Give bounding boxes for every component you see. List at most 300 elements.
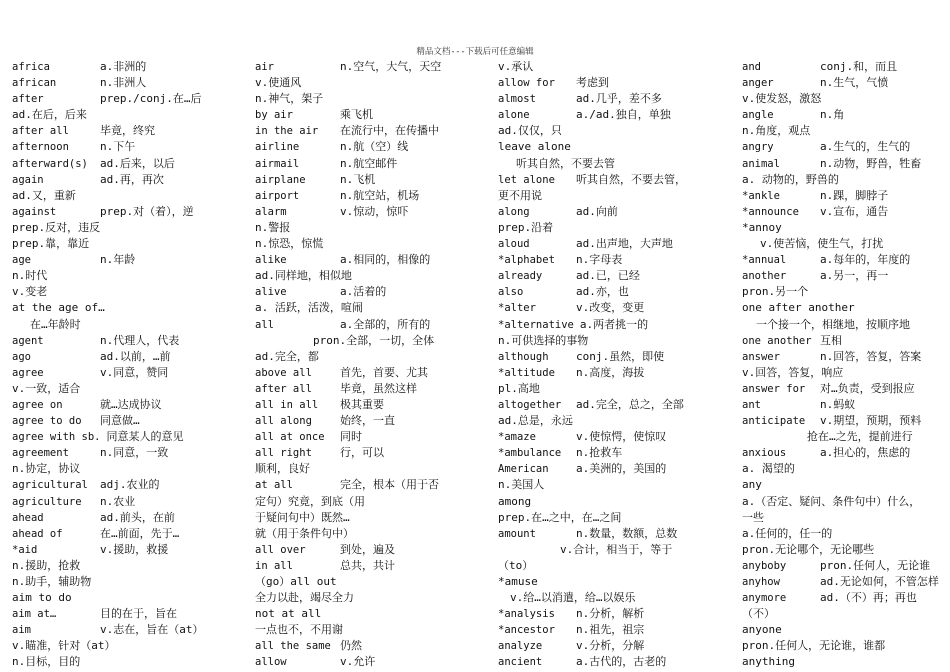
entry-definition: n.分析，解析 xyxy=(576,607,645,621)
entry-term: analyze xyxy=(498,640,543,653)
vocab-entry-row xyxy=(12,204,248,220)
entry-definition: a./ad.独自，单独 xyxy=(576,108,671,122)
vocab-entry-row xyxy=(255,606,491,622)
vocab-entry-row xyxy=(498,220,736,236)
vocab-entry-row xyxy=(498,542,736,558)
vocab-entry-row xyxy=(742,365,946,381)
vocab-entry-row xyxy=(498,365,736,381)
vocab-entry-row xyxy=(255,317,491,333)
vocab-entry-row xyxy=(255,139,491,155)
vocab-entry-row xyxy=(742,542,946,558)
entry-term: alarm xyxy=(255,205,287,218)
vocab-entry-row xyxy=(255,220,491,236)
entry-term: ahead of xyxy=(12,527,63,540)
vocab-entry-row xyxy=(498,139,736,155)
entry-term: let alone xyxy=(498,173,555,186)
entry-definition: a.另一，再一 xyxy=(820,269,889,283)
entry-line: prep.在…之中，在…之间 xyxy=(498,510,622,524)
entry-definition: 总共，共计 xyxy=(340,558,395,572)
entry-line: at the age of… xyxy=(12,301,105,315)
vocab-entry-row xyxy=(742,494,946,510)
vocab-entry-row xyxy=(498,59,736,75)
vocab-entry-row xyxy=(498,252,736,268)
entry-definition: ad.向前 xyxy=(576,204,618,218)
entry-definition: n.蚂蚁 xyxy=(820,397,856,411)
entry-term: african xyxy=(12,77,57,90)
vocab-entry-row xyxy=(498,317,736,333)
entry-term: anyhow xyxy=(742,576,780,588)
vocab-entry-row xyxy=(255,75,491,91)
entry-term: in all xyxy=(255,559,293,572)
entry-term: all along xyxy=(255,415,312,428)
entry-line: anything xyxy=(742,655,795,669)
entry-term: airport xyxy=(255,189,300,202)
vocab-entry-row xyxy=(498,590,736,606)
vocab-entry-row xyxy=(742,510,946,526)
vocab-column-2 xyxy=(255,59,491,671)
vocab-entry-row xyxy=(255,172,491,188)
entry-definition: v.分析，分解 xyxy=(576,639,645,653)
vocab-entry-row xyxy=(12,156,248,172)
entry-term: *alphabet xyxy=(498,254,555,267)
entry-line: not at all xyxy=(255,607,322,621)
vocab-entry-row xyxy=(742,574,946,590)
entry-line: n.援助，抢救 xyxy=(12,558,81,572)
vocab-entry-row xyxy=(12,590,248,606)
vocab-entry-row xyxy=(498,156,736,172)
vocab-entry-row xyxy=(498,461,736,477)
entry-term: *aid xyxy=(12,543,38,556)
entry-term: alone xyxy=(498,109,530,122)
entry-definition: 在流行中，在传播中 xyxy=(340,124,439,138)
entry-term: ago xyxy=(12,350,31,363)
entry-line: v.使通风 xyxy=(255,76,302,90)
entry-term: angle xyxy=(742,109,774,122)
entry-term: *ancestor xyxy=(498,624,555,637)
entry-line: pron.任何人，无论谁，谁都 xyxy=(742,639,886,653)
vocab-entry-row xyxy=(498,333,736,349)
entry-line: *annoy xyxy=(742,220,782,234)
vocab-entry-row xyxy=(742,317,946,333)
vocab-entry-row xyxy=(255,59,491,75)
vocab-entry-row xyxy=(12,542,248,558)
entry-term: anyboby xyxy=(742,559,787,572)
entry-line: n.助手，辅助物 xyxy=(12,575,92,588)
entry-definition: a.古代的，古老的 xyxy=(576,655,667,669)
vocab-entry-row xyxy=(12,445,248,461)
vocab-entry-row xyxy=(742,397,946,413)
entry-definition: ad.再，再次 xyxy=(100,172,164,186)
vocab-entry-row xyxy=(12,300,248,316)
entry-definition: ad.出声地，大声地 xyxy=(576,237,673,251)
entry-term: all right xyxy=(255,447,312,460)
entry-definition: v.期望，预期，预料 xyxy=(820,414,922,428)
entry-term: against xyxy=(12,205,57,218)
vocab-entry-row xyxy=(12,349,248,365)
vocab-entry-row xyxy=(742,590,946,606)
entry-definition: 毕竟，虽然这样 xyxy=(340,381,417,395)
entry-line: a. 活跃，活泼，喧闹 xyxy=(255,301,363,315)
vocab-entry-row xyxy=(255,574,491,590)
vocab-entry-row xyxy=(255,461,491,477)
entry-definition: 乘飞机 xyxy=(340,108,373,122)
vocab-entry-row xyxy=(255,156,491,172)
entry-term: answer xyxy=(742,350,780,363)
entry-term: *ankle xyxy=(742,189,780,202)
entry-definition: conj.和，而且 xyxy=(820,60,898,73)
vocab-entry-row xyxy=(12,91,248,107)
vocab-entry-row xyxy=(255,397,491,413)
entry-term: all in all xyxy=(255,398,319,411)
entry-line: v.一致，适合 xyxy=(12,381,81,395)
entry-term: agreement xyxy=(12,447,69,460)
vocab-entry-row xyxy=(742,654,946,670)
entry-line: 听其自然，不要去管 xyxy=(516,156,615,170)
vocab-entry-row xyxy=(498,558,736,574)
entry-term: aim at… xyxy=(12,608,57,621)
vocab-entry-row xyxy=(498,123,736,139)
vocab-entry-row xyxy=(255,284,491,300)
vocab-entry-row xyxy=(255,91,491,107)
vocab-entry-row xyxy=(255,413,491,429)
entry-definition: v.使惊愕，使惊叹 xyxy=(576,430,667,444)
entry-term: already xyxy=(498,270,543,283)
vocab-entry-row xyxy=(742,123,946,139)
vocab-entry-row xyxy=(12,654,248,670)
entry-line: n.可供选择的事物 xyxy=(498,333,589,347)
vocab-entry-row xyxy=(742,107,946,123)
vocab-entry-row xyxy=(12,510,248,526)
entry-definition: 到处，遍及 xyxy=(340,542,395,556)
entry-line: 在…年龄时 xyxy=(30,317,81,331)
entry-term: afternoon xyxy=(12,141,69,154)
entry-line: ad.完全，都 xyxy=(255,349,319,363)
entry-line: prep.靠，靠近 xyxy=(12,237,90,251)
entry-line: n.美国人 xyxy=(498,478,545,492)
entry-term: airmail xyxy=(255,157,300,170)
vocab-entry-row xyxy=(12,397,248,413)
vocab-entry-row xyxy=(255,333,491,349)
vocab-entry-row xyxy=(742,461,946,477)
vocab-entry-row xyxy=(498,381,736,397)
entry-line: n.协定，协议 xyxy=(12,462,81,476)
vocab-entry-row xyxy=(742,333,946,349)
entry-line: prep.反对，违反 xyxy=(12,220,101,234)
entry-definition: a.生气的，生气的 xyxy=(820,140,911,154)
entry-term: at all xyxy=(255,479,293,492)
entry-line: anyone xyxy=(742,623,782,637)
entry-definition: a.相同的，相像的 xyxy=(340,253,431,267)
entry-definition: v.同意，赞同 xyxy=(100,365,169,379)
entry-line: any xyxy=(742,478,762,492)
entry-line: 就（用于条件句中） xyxy=(255,526,354,540)
entry-definition: v.援助，救援 xyxy=(100,542,169,556)
vocab-entry-row xyxy=(12,236,248,252)
entry-term: altogether xyxy=(498,398,562,411)
entry-definition: 首先，首要、尤其 xyxy=(340,365,428,379)
vocab-entry-row xyxy=(12,107,248,123)
vocab-entry-row xyxy=(255,381,491,397)
entry-term: ahead xyxy=(12,511,44,524)
entry-line: （go）all out xyxy=(255,575,337,588)
vocab-entry-row xyxy=(12,429,248,445)
vocab-entry-row xyxy=(498,574,736,590)
entry-definition: v.志在，旨在（at） xyxy=(100,623,204,637)
vocab-entry-row xyxy=(255,638,491,654)
entry-term: *amaze xyxy=(498,431,536,444)
entry-line: a. 渴望的 xyxy=(742,462,795,476)
vocab-entry-row xyxy=(742,156,946,172)
entry-definition: n.空气，大气，天空 xyxy=(340,60,442,73)
vocab-column-4 xyxy=(742,59,946,671)
entry-definition: 极其重要 xyxy=(340,397,384,411)
entry-definition: n.高度，海拔 xyxy=(576,365,645,379)
entry-definition: v.惊动，惊吓 xyxy=(340,204,409,218)
vocab-entry-row xyxy=(12,188,248,204)
vocab-entry-row xyxy=(742,558,946,574)
entry-line: 于疑问句中）既然… xyxy=(255,510,350,524)
vocab-entry-row xyxy=(742,526,946,542)
entry-definition: 毕竟，终究 xyxy=(100,124,155,138)
entry-line: v.瞄准，针对（at） xyxy=(12,639,116,653)
entry-line: 全力以赴，竭尽全力 xyxy=(255,591,354,605)
entry-definition: a.美洲的，美国的 xyxy=(576,462,667,476)
vocab-entry-row xyxy=(742,606,946,622)
entry-term: another xyxy=(742,270,787,283)
entry-term: answer for xyxy=(742,382,806,395)
vocab-entry-row xyxy=(12,268,248,284)
entry-line: ad.在后，后来 xyxy=(12,108,87,122)
vocab-entry-row xyxy=(498,284,736,300)
entry-definition: n.下午 xyxy=(100,140,136,154)
entry-term: after all xyxy=(12,125,69,138)
entry-term: *alter xyxy=(498,302,536,315)
entry-definition: n.同意，一致 xyxy=(100,446,169,460)
entry-line: ad.同样地，相似地 xyxy=(255,269,352,283)
vocab-column-1 xyxy=(12,59,248,671)
vocab-entry-row xyxy=(12,59,248,75)
vocab-entry-row xyxy=(742,204,946,220)
entry-line: leave alone xyxy=(498,140,571,154)
entry-line: one after another xyxy=(742,301,855,315)
entry-term: agree to do xyxy=(12,415,82,428)
entry-definition: prep.对（着），逆 xyxy=(100,204,194,218)
entry-definition: 就…达成协议 xyxy=(100,397,162,411)
vocab-entry-row xyxy=(498,526,736,542)
entry-definition: n.农业 xyxy=(100,494,136,508)
entry-definition: v.宣布，通告 xyxy=(820,204,889,218)
vocab-entry-row xyxy=(255,445,491,461)
entry-line: n.惊恐，惊慌 xyxy=(255,237,324,251)
entry-definition: n.踝，脚脖子 xyxy=(820,188,889,202)
vocab-column-3 xyxy=(498,59,736,671)
entry-term: agricultural xyxy=(12,479,88,492)
vocab-entry-row xyxy=(498,494,736,510)
entry-term: American xyxy=(498,463,549,476)
vocab-entry-row xyxy=(742,236,946,252)
vocab-entry-row xyxy=(255,558,491,574)
vocab-entry-row xyxy=(742,220,946,236)
entry-definition: 对…负责，受到报应 xyxy=(820,381,915,395)
entry-term: above all xyxy=(255,366,312,379)
vocab-entry-row xyxy=(498,445,736,461)
entry-line: v.给…以消遣，给…以娱乐 xyxy=(510,591,636,605)
entry-definition: v.改变，变更 xyxy=(576,301,645,315)
entry-term: *altitude xyxy=(498,366,555,379)
entry-term: anticipate xyxy=(742,415,806,428)
vocab-entry-row xyxy=(742,445,946,461)
entry-term: again xyxy=(12,173,44,186)
entry-definition: a.非洲的 xyxy=(100,60,147,73)
vocab-entry-row xyxy=(498,349,736,365)
entry-term: and xyxy=(742,61,761,73)
vocab-entry-row xyxy=(12,558,248,574)
entry-term: angry xyxy=(742,141,774,154)
vocab-entry-row xyxy=(12,123,248,139)
vocab-entry-row xyxy=(255,429,491,445)
vocab-entry-row xyxy=(12,574,248,590)
vocab-entry-row xyxy=(742,252,946,268)
entry-line: *amuse xyxy=(498,575,538,588)
entry-term: almost xyxy=(498,93,536,106)
entry-term: by air xyxy=(255,109,293,122)
entry-definition: n.数量，数额，总数 xyxy=(576,526,678,540)
entry-line: pron.全部，一切，全体 xyxy=(313,333,435,347)
entry-term: africa xyxy=(12,61,50,73)
entry-definition: 考虑到 xyxy=(576,76,609,90)
vocab-entry-row xyxy=(12,252,248,268)
entry-definition: n.航空邮件 xyxy=(340,156,398,170)
vocab-entry-row xyxy=(255,268,491,284)
entry-line: 一个接一个，相继地，按顺序地 xyxy=(756,317,910,331)
entry-line: ad.又，重新 xyxy=(12,188,76,202)
vocab-entry-row xyxy=(498,107,736,123)
vocab-entry-row xyxy=(742,622,946,638)
vocab-entry-row xyxy=(255,204,491,220)
entry-definition: ad.完全，总之，全部 xyxy=(576,397,684,411)
entry-term: aim xyxy=(12,624,31,637)
entry-definition: 同意做… xyxy=(100,414,140,428)
entry-definition: n.动物，野兽，牲畜 xyxy=(820,156,922,170)
entry-term: agree on xyxy=(12,398,63,411)
vocab-entry-row xyxy=(498,397,736,413)
vocab-entry-row xyxy=(255,622,491,638)
vocab-entry-row xyxy=(498,413,736,429)
vocab-entry-row xyxy=(498,638,736,654)
vocab-entry-row xyxy=(742,381,946,397)
entry-line: a. 动物的，野兽的 xyxy=(742,172,839,186)
vocab-entry-row xyxy=(255,349,491,365)
entry-line: 一点也不，不用谢 xyxy=(255,623,343,637)
vocab-entry-row xyxy=(12,477,248,493)
entry-line: pl.高地 xyxy=(498,381,540,395)
entry-definition: 同时 xyxy=(340,430,362,444)
entry-definition: a.全部的，所有的 xyxy=(340,317,431,331)
vocab-entry-row xyxy=(12,365,248,381)
entry-term: after xyxy=(12,93,44,106)
vocab-entry-row xyxy=(498,606,736,622)
entry-term: all the same xyxy=(255,640,331,653)
entry-line: ad.总是，永远 xyxy=(498,414,573,428)
entry-term: anymore xyxy=(742,592,787,605)
entry-term: alive xyxy=(255,286,287,299)
entry-definition: 听其自然，不要去管， xyxy=(576,172,686,186)
entry-term: anger xyxy=(742,77,774,90)
entry-term: all over xyxy=(255,543,306,556)
vocab-entry-row xyxy=(255,590,491,606)
entry-definition: prep./conj.在…后 xyxy=(100,92,202,106)
vocab-entry-row xyxy=(742,284,946,300)
entry-term: airplane xyxy=(255,173,306,186)
vocab-entry-row xyxy=(255,300,491,316)
entry-definition: 互相 xyxy=(820,333,842,347)
vocab-entry-row xyxy=(742,268,946,284)
entry-line: among xyxy=(498,494,532,508)
entry-line: 更不用说 xyxy=(498,188,542,202)
vocab-entry-row xyxy=(255,252,491,268)
entry-term: all xyxy=(255,318,274,331)
entry-term: aloud xyxy=(498,238,530,251)
vocab-entry-row xyxy=(742,638,946,654)
entry-term: age xyxy=(12,254,31,267)
entry-definition: ad.几乎，差不多 xyxy=(576,92,662,106)
vocab-entry-row xyxy=(12,172,248,188)
entry-definition: pron.任何人，无论谁 xyxy=(820,558,931,572)
entry-definition: a.担心的，焦虑的 xyxy=(820,446,911,460)
entry-line: 定句）究竟，到底（用 xyxy=(255,494,365,508)
entry-term: agent xyxy=(12,334,44,347)
entry-term: one another xyxy=(742,334,812,347)
vocab-entry-row xyxy=(12,413,248,429)
entry-definition: n.生气，气愤 xyxy=(820,76,889,90)
vocab-entry-row xyxy=(255,510,491,526)
entry-definition: 完全，根本（用于否 xyxy=(340,478,439,492)
vocab-entry-row xyxy=(742,477,946,493)
vocab-entry-row xyxy=(498,204,736,220)
entry-definition: n.航（空）线 xyxy=(340,140,409,154)
entry-line: （to） xyxy=(498,558,534,572)
vocab-entry-row xyxy=(255,188,491,204)
vocab-entry-row xyxy=(498,300,736,316)
vocab-entry-row xyxy=(742,300,946,316)
entry-term: ancient xyxy=(498,656,543,669)
vocab-entry-row xyxy=(12,139,248,155)
vocab-entry-row xyxy=(255,654,491,670)
entry-line: 顺利，良好 xyxy=(255,462,310,476)
vocab-entry-row xyxy=(12,75,248,91)
entry-definition: n.非洲人 xyxy=(100,76,147,90)
vocab-entry-row xyxy=(498,75,736,91)
vocab-entry-row xyxy=(498,654,736,670)
entry-term: animal xyxy=(742,157,780,170)
entry-definition: ad.前头，在前 xyxy=(100,510,175,524)
entry-line: n.角度，观点 xyxy=(742,124,811,138)
entry-definition: 行，可以 xyxy=(340,446,384,460)
entry-definition: n.抢救车 xyxy=(576,446,623,460)
entry-definition: n.飞机 xyxy=(340,172,376,186)
entry-definition: a.两者挑一的 xyxy=(579,317,649,331)
vocab-entry-row xyxy=(255,365,491,381)
entry-definition: 始终，一直 xyxy=(340,414,395,428)
entry-line: n.神气，架子 xyxy=(255,92,324,106)
entry-line: v.合计，相当于，等于 xyxy=(560,542,673,556)
entry-line: prep.沿着 xyxy=(498,220,554,234)
entry-line: v.回答，答复，响应 xyxy=(742,365,844,379)
entry-definition: ad.（不）再；再也 xyxy=(820,591,917,605)
entry-definition: ad.无论如何，不管怎样 xyxy=(820,575,939,588)
entry-line: aim to do xyxy=(12,591,72,605)
vocab-entry-row xyxy=(12,526,248,542)
